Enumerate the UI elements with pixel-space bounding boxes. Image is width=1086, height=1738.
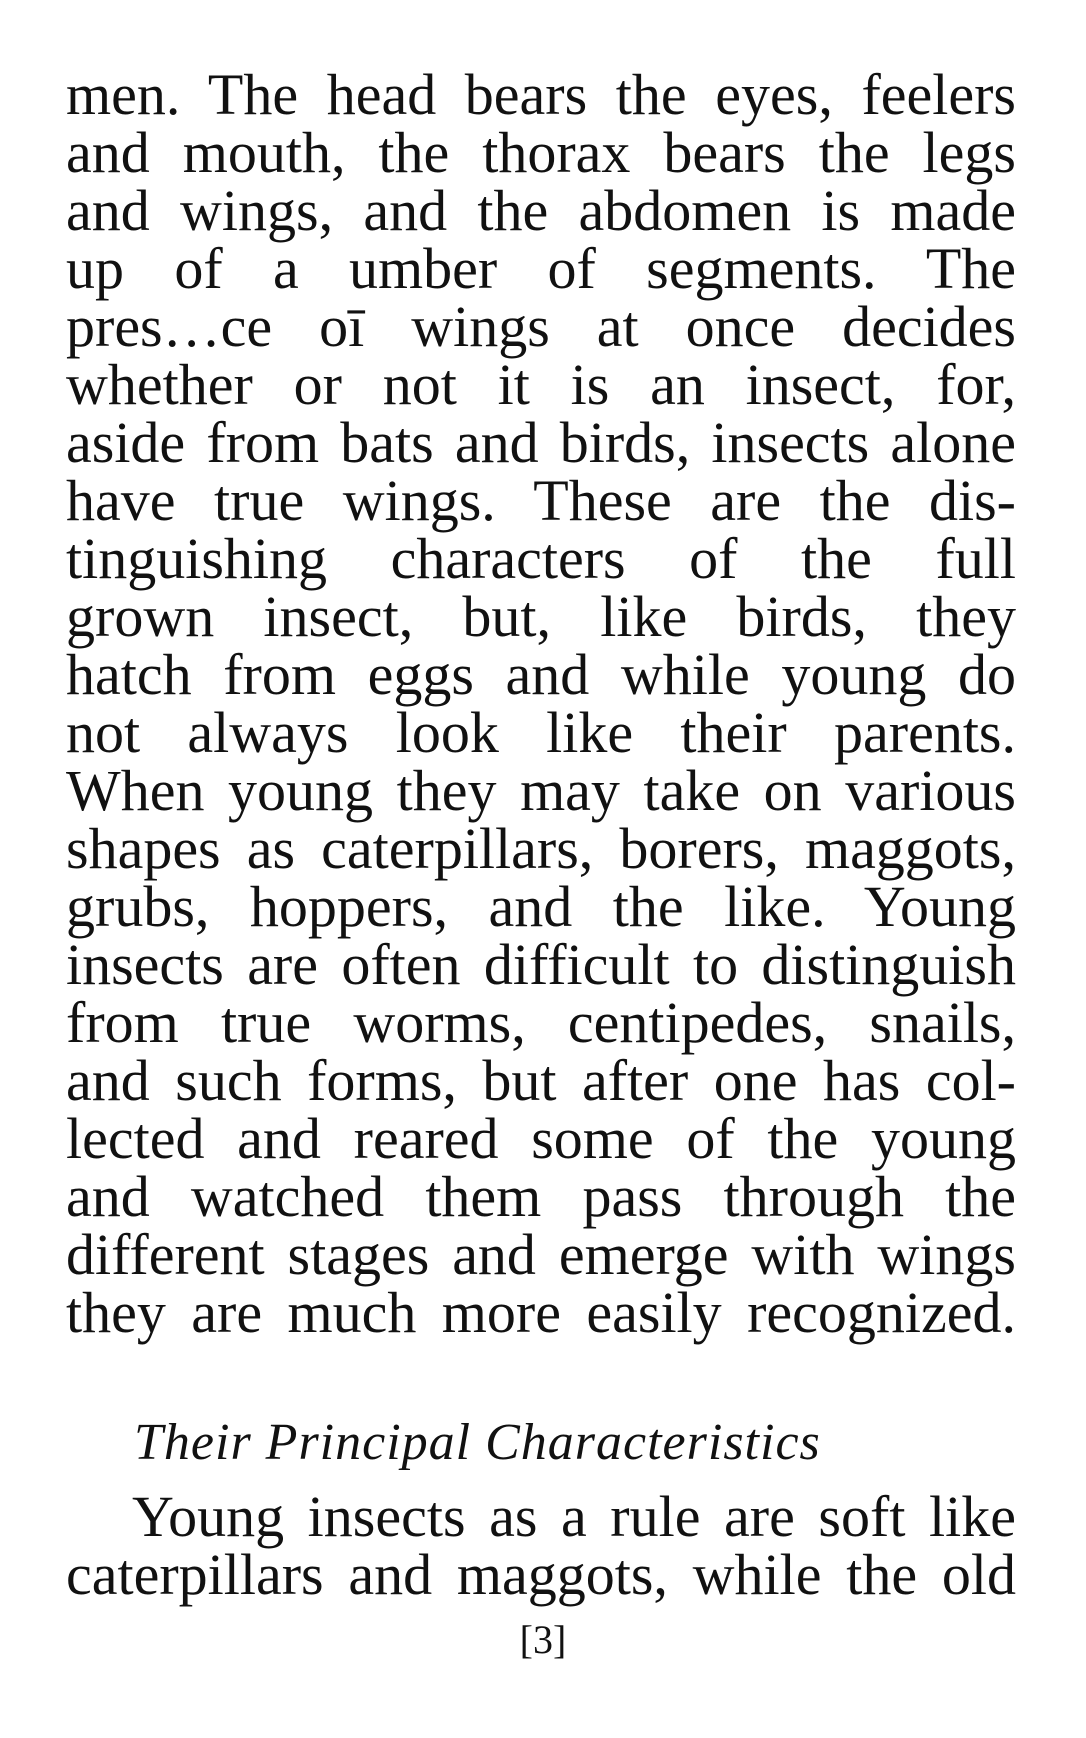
text-line: tinguishing characters of the full bbox=[66, 526, 1016, 591]
text-line: aside from bats and birds, insects alone bbox=[66, 410, 1016, 475]
text-line: caterpillars and maggots, while the old bbox=[66, 1542, 1016, 1607]
text-line: lected and reared some of the young bbox=[66, 1106, 1016, 1171]
text-line: and mouth, the thorax bears the legs bbox=[66, 120, 1016, 185]
text-line: they are much more easily recognized. bbox=[66, 1280, 1016, 1345]
text-line: grown insect, but, like birds, they bbox=[66, 584, 1016, 649]
text-line: When young they may take on various bbox=[66, 758, 1016, 823]
text-line: up of a umber of segments. The bbox=[66, 236, 1016, 301]
text-line: insects are often difficult to distinguish bbox=[66, 932, 1016, 997]
section-heading: Their Principal Characteristics bbox=[134, 1414, 821, 1471]
text-line: different stages and emerge with wings bbox=[66, 1222, 1016, 1287]
text-line: pres…ce oī wings at once decides bbox=[66, 294, 1016, 359]
text-line: hatch from eggs and while young do bbox=[66, 642, 1016, 707]
text-line: Young insects as a rule are soft like bbox=[132, 1484, 1016, 1549]
page-number: [3] bbox=[519, 1617, 567, 1662]
text-line: and watched them pass through the bbox=[66, 1164, 1016, 1229]
text-line: and wings, and the abdomen is made bbox=[66, 178, 1016, 243]
text-line: shapes as caterpillars, borers, maggots, bbox=[66, 816, 1016, 881]
text-line: whether or not it is an insect, for, bbox=[66, 352, 1016, 417]
text-line: from true worms, centipedes, snails, bbox=[66, 990, 1016, 1055]
text-line: not always look like their parents. bbox=[66, 700, 1016, 765]
text-line: and such forms, but after one has col- bbox=[66, 1048, 1016, 1113]
text-line: have true wings. These are the dis- bbox=[66, 468, 1016, 533]
text-line: grubs, hoppers, and the like. Young bbox=[66, 874, 1016, 939]
text-line: men. The head bears the eyes, feelers bbox=[66, 62, 1016, 127]
